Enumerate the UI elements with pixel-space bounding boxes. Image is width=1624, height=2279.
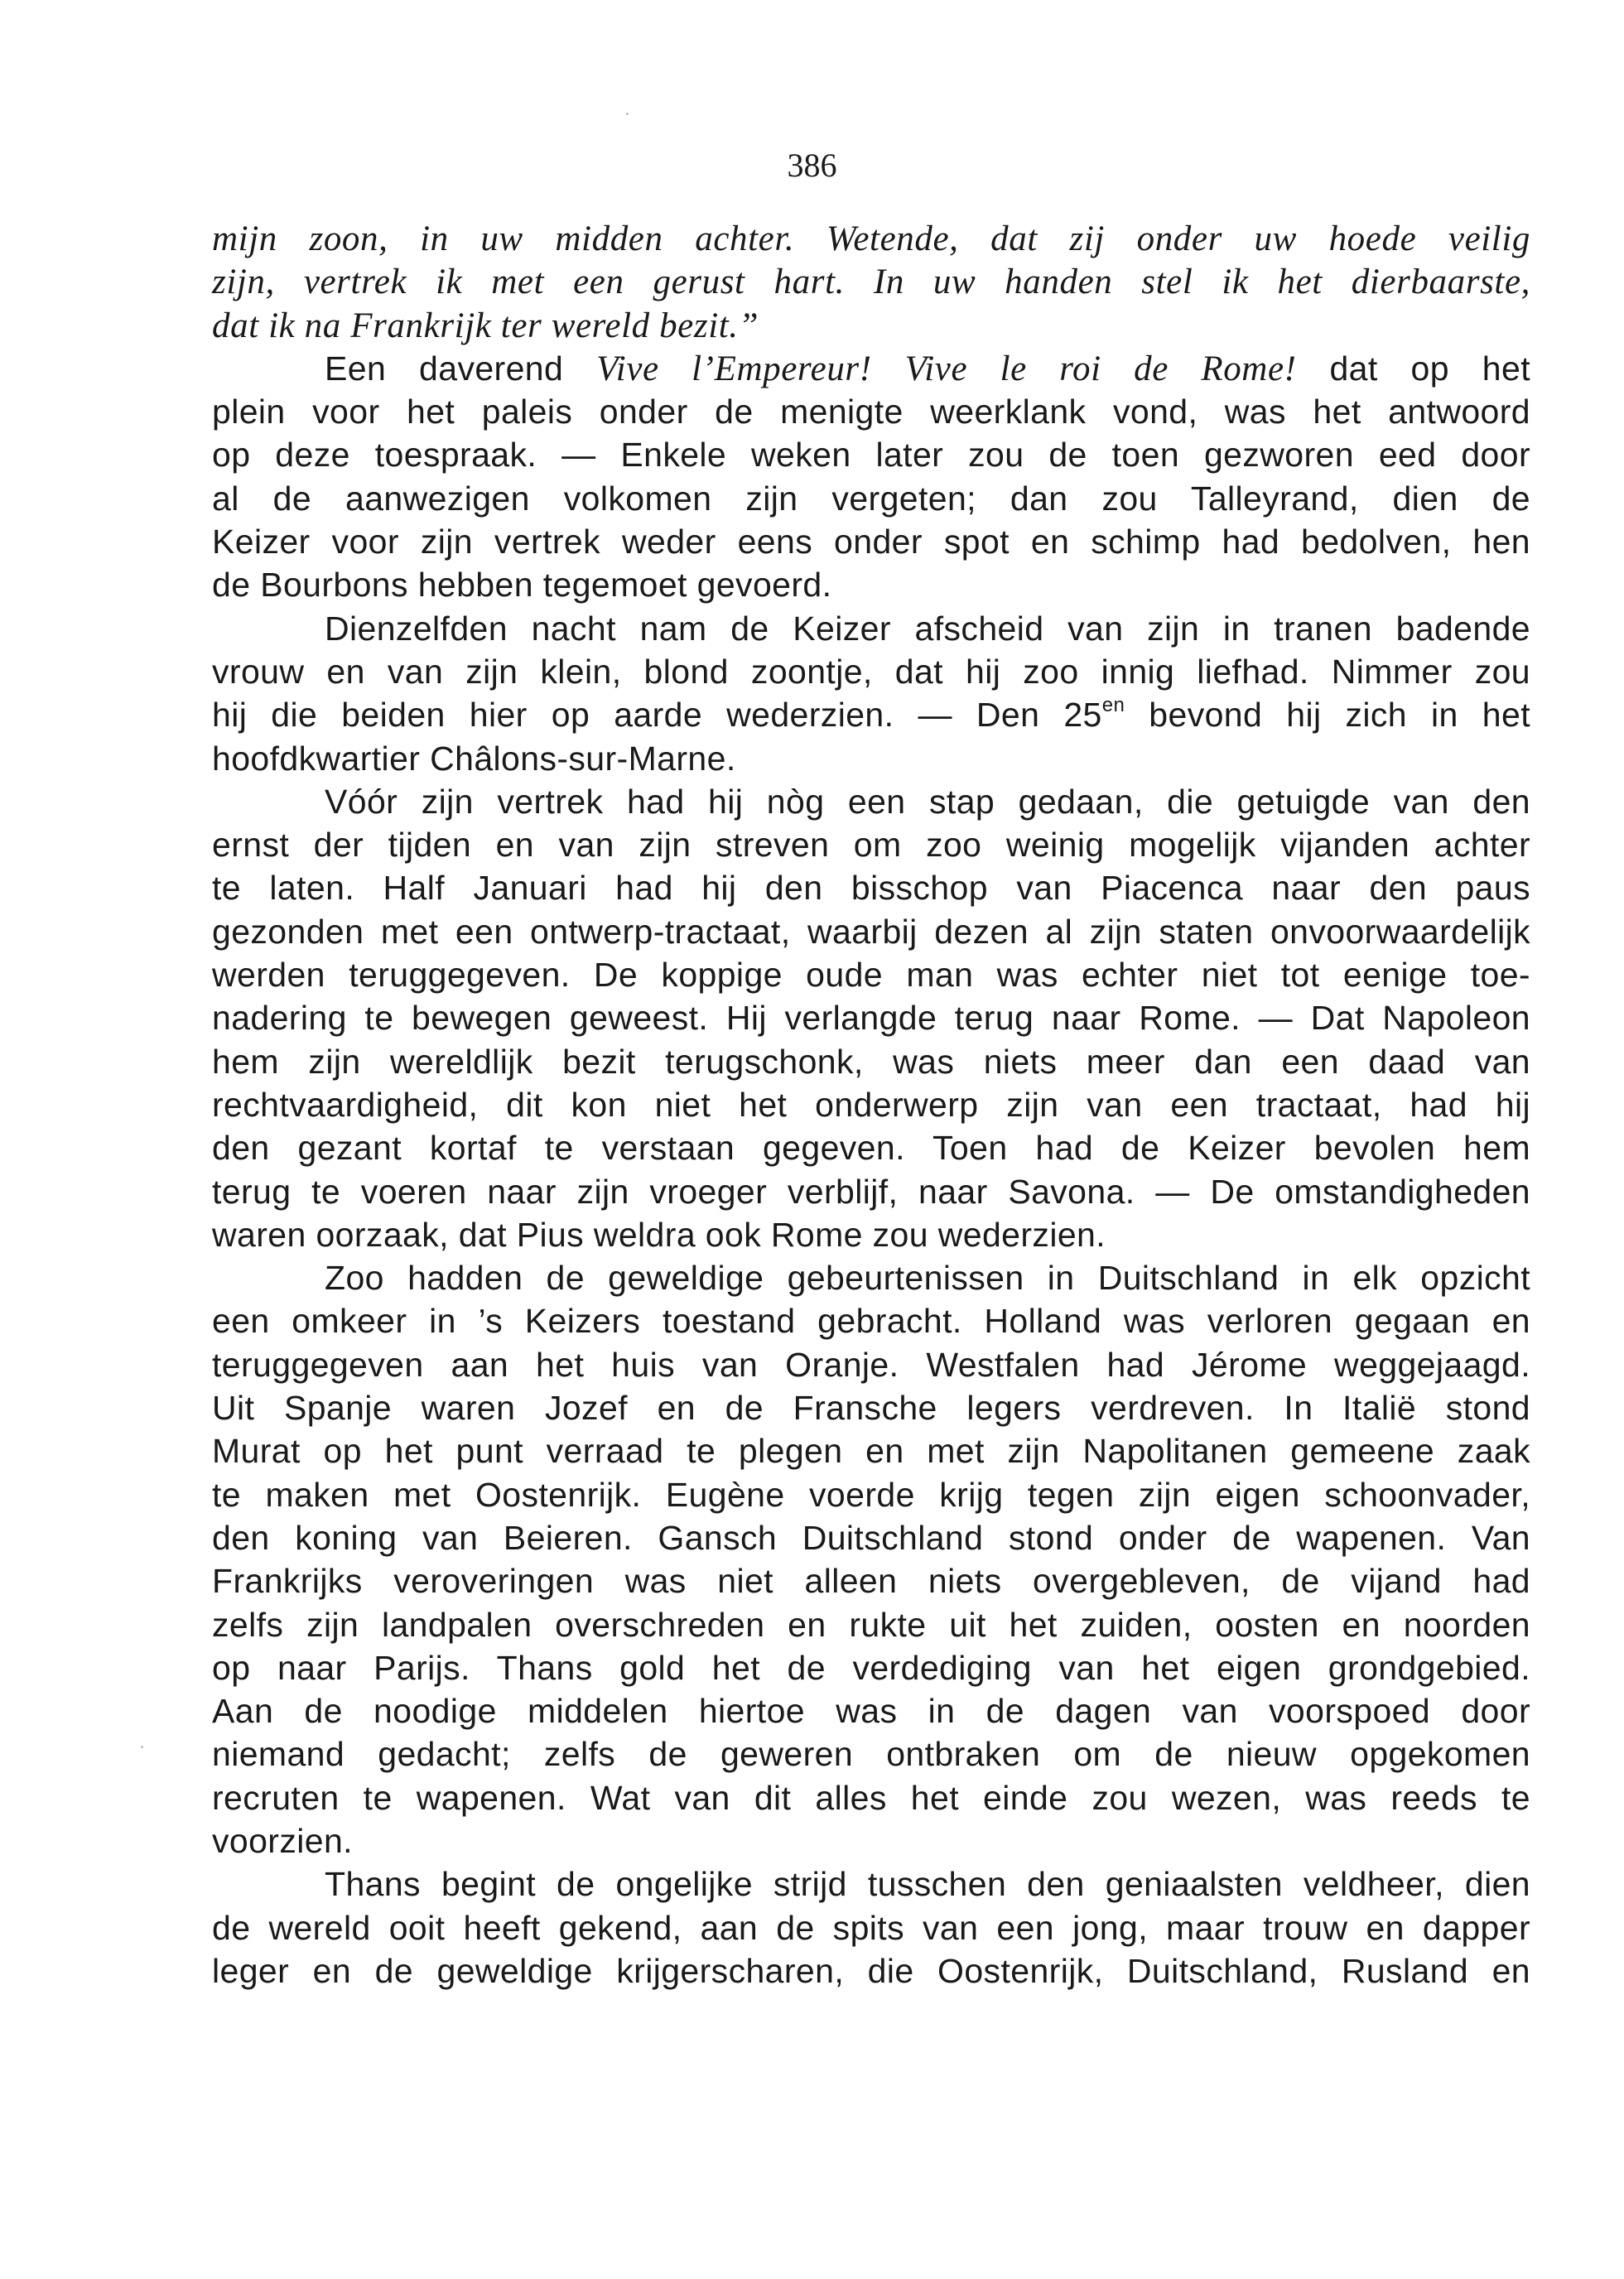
text-run: Aan de noodige middelen hiertoe was in de dagen van voorspoed door: [212, 1692, 1530, 1731]
text-run: dat op het: [1296, 349, 1531, 388]
text-run: werden teruggegeven. De koppige oude man was echter niet tot eenige toe-: [212, 956, 1530, 995]
text-run: Murat op het punt verraad te plegen en met zijn Napolitanen gemeene zaak: [212, 1432, 1530, 1471]
text-line: [212, 433, 1530, 476]
text-line: [212, 1603, 1530, 1646]
text-run: Dienzelfden nacht nam de Keizer afscheid van zijn in tranen badende: [325, 609, 1530, 648]
text-line: [212, 390, 1530, 433]
text-line: [212, 1429, 1530, 1472]
text-run: hij die beiden hier op aarde wederzien. — Den 25: [212, 696, 1102, 735]
text-run: ernst der tijden en van zijn streven om zoo weinig mogelijk vijanden achter: [212, 826, 1530, 865]
text-line: [212, 1732, 1530, 1776]
paper-speck: [141, 1746, 143, 1748]
text-line: [212, 1473, 1530, 1516]
text-run: vrouw en van zijn klein, blond zoontje, dat hij zoo innig liefhad. Nimmer zou: [212, 652, 1530, 691]
text-line: [212, 520, 1530, 563]
italic-text: Vive le roi de Rome!: [904, 349, 1297, 388]
text-run: hem zijn wereldlijk bezit terugschonk, was niets meer dan een daad van: [212, 1042, 1530, 1081]
text-run: recruten te wapenen. Wat van dit alles het einde zou wezen, was reeds te: [212, 1778, 1530, 1817]
text-line: [212, 1516, 1530, 1559]
text-line: [212, 347, 1530, 390]
text-run: op deze toespraak. — Enkele weken later zou de toen gezworen eed door: [212, 436, 1530, 475]
text-line: [212, 780, 1530, 823]
text-line: [212, 607, 1530, 650]
text-run: de Bourbons hebben tegemoet gevoerd.: [212, 566, 832, 605]
text-line: [212, 1776, 1530, 1819]
text-run: te maken met Oostenrijk. Eugène voerde krijg tegen zijn eigen schoonvader,: [212, 1475, 1530, 1514]
text-run: de wereld ooit heeft gekend, aan de spits van een jong, maar trouw en dapper: [212, 1908, 1530, 1947]
text-line: [212, 1213, 1530, 1256]
text-run: teruggegeven aan het huis van Oranje. Westfalen had Jérome weggejaagd.: [212, 1345, 1530, 1384]
text-line: [212, 1126, 1530, 1169]
text-line: [212, 1949, 1530, 1992]
text-run: Frankrijks veroveringen was niet alleen niets overgebleven, de vijand had: [212, 1562, 1530, 1601]
text-run: Een daverend: [325, 349, 597, 388]
text-line: [212, 1646, 1530, 1689]
text-run: een omkeer in ’s Keizers toestand gebracht. Holland was verloren gegaan en: [212, 1302, 1530, 1341]
text-line: [212, 1170, 1530, 1213]
text-run: leger en de geweldige krijgerscharen, die Oostenrijk, Duitschland, Rusland en: [212, 1951, 1530, 1990]
text-line: [212, 737, 1530, 780]
text-line: [212, 1819, 1530, 1862]
italic-text: dat ik na Frankrijk ter wereld bezit.”: [212, 306, 759, 345]
text-line: [212, 260, 1530, 303]
text-run: al de aanwezigen volkomen zijn vergeten; dan zou Talleyrand, dien de: [212, 479, 1530, 518]
text-run: Zoo hadden de geweldige gebeurtenissen in Duitschland in elk opzicht: [325, 1259, 1530, 1298]
text-run: Keizer voor zijn vertrek weder eens onder spot en schimp had bedolven, hen: [212, 523, 1530, 561]
text-run: waren oorzaak, dat Pius weldra ook Rome zou wederzien.: [212, 1215, 1106, 1254]
text-line: [212, 823, 1530, 866]
body-text: [212, 217, 1530, 1992]
text-line: [212, 1906, 1530, 1949]
text-run: den koning van Beieren. Gansch Duitschland stond onder de wapenen. Van: [212, 1518, 1530, 1557]
text-line: [212, 910, 1530, 953]
text-line: [212, 1343, 1530, 1386]
text-line: [212, 1299, 1530, 1342]
text-line: [212, 650, 1530, 693]
text-line: [212, 563, 1530, 606]
italic-text: zijn, vertrek ik met een gerust hart. In uw handen stel ik het dierbaarste,: [212, 263, 1530, 302]
text-run: Vóór zijn vertrek had hij nòg een stap gedaan, die getuigde van den: [325, 782, 1530, 821]
italic-text: Vive l’Empereur!: [596, 349, 872, 388]
text-line: [212, 693, 1530, 736]
text-run: Uit Spanje waren Jozef en de Fransche legers verdreven. In Italië stond: [212, 1389, 1530, 1428]
paper-speck: [626, 113, 629, 115]
text-run: zelfs zijn landpalen overschreden en rukte uit het zuiden, oosten en noorden: [212, 1605, 1530, 1644]
text-run: den gezant kortaf te verstaan gegeven. Toen had de Keizer bevolen hem: [212, 1129, 1530, 1168]
text-run: terug te voeren naar zijn vroeger verblijf, naar Savona. — De omstandigheden: [212, 1172, 1530, 1211]
text-run: te laten. Half Januari had hij den bisschop van Piacenca naar den paus: [212, 869, 1530, 908]
text-run: rechtvaardigheid, dit kon niet het onderwerp zijn van een tractaat, had hij: [212, 1085, 1530, 1124]
text-line: [212, 1083, 1530, 1126]
text-run: hoofdkwartier Châlons-sur-Marne.: [212, 739, 736, 778]
text-line: [212, 1040, 1530, 1083]
text-line: [212, 866, 1530, 909]
text-line: [212, 217, 1530, 260]
text-run: op naar Parijs. Thans gold het de verdediging van het eigen grondgebied.: [212, 1648, 1530, 1687]
text-run: bevond hij zich in het: [1125, 696, 1530, 735]
text-run: niemand gedacht; zelfs de geweren ontbraken om de nieuw opgekomen: [212, 1735, 1530, 1774]
text-run: gezonden met een ontwerp-tractaat, waarbij dezen al zijn staten onvoorwaardelijk: [212, 912, 1530, 951]
text-line: [212, 477, 1530, 520]
superscript: en: [1101, 694, 1125, 717]
text-line: [212, 1559, 1530, 1602]
text-run: voorzien.: [212, 1821, 353, 1860]
page-number: 386: [787, 147, 837, 184]
text-run: Thans begint de ongelijke strijd tusschen den geniaalsten veldheer, dien: [325, 1865, 1530, 1904]
text-line: [212, 996, 1530, 1039]
text-line: [212, 1862, 1530, 1906]
text-line: [212, 1689, 1530, 1732]
text-run: [872, 349, 905, 388]
text-line: [212, 304, 1530, 347]
text-line: [212, 953, 1530, 996]
text-run: nadering te bewegen geweest. Hij verlangde terug naar Rome. — Dat Napoleon: [212, 999, 1530, 1038]
text-run: plein voor het paleis onder de menigte weerklank vond, was het antwoord: [212, 393, 1530, 431]
italic-text: mijn zoon, in uw midden achter. Wetende, dat zij onder uw hoede veilig: [212, 219, 1530, 258]
text-line: [212, 1256, 1530, 1299]
text-line: [212, 1386, 1530, 1429]
